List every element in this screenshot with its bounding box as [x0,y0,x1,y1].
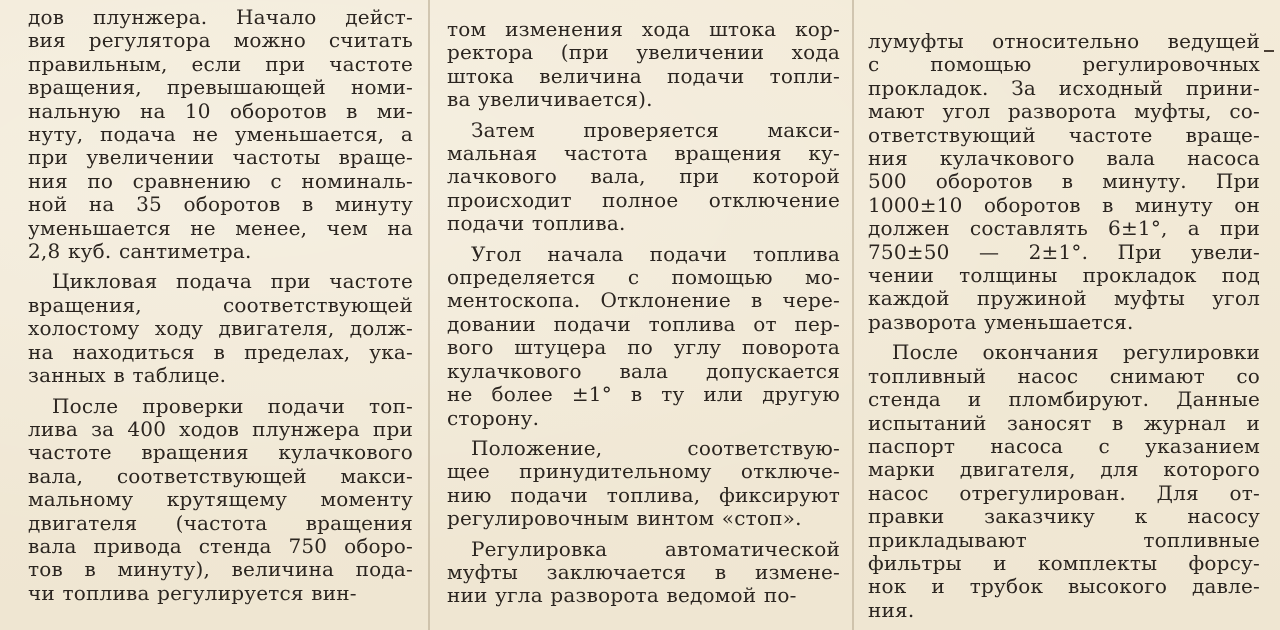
text-line: каждой пружиной муфты угол [868,286,1260,311]
text-line: мальная частота вращения ку- [447,141,840,166]
text-column-1 [28,6,413,612]
text-line: стенда и пломбируют. Данные [868,387,1260,412]
text-line: том изменения хода штока кор- [447,17,840,41]
paragraph [447,243,840,430]
text-line: 1000±10 оборотов в минуту он [868,192,1260,217]
text-line: должен составлять 6±1°, а при [868,216,1260,241]
text-line: испытаний заносят в журнал и [868,410,1260,435]
text-line: нальную на 10 оборотов в ми- [28,98,413,123]
paragraph [28,6,413,263]
text-line: мают угол разворота муфты, со- [868,99,1260,124]
text-line: лумуфты относительно ведущей [868,29,1260,53]
text-line: занных в таблице. [28,363,227,388]
text-line: прикладывают топливные [868,527,1260,552]
text-line: происходит полное отключение [447,187,840,212]
text-line: чи топлива регулируется вин- [28,580,357,605]
text-line: 750±50 — 2±1°. При увели- [868,239,1260,264]
text-line: паспорт насоса с указанием [868,433,1260,458]
page-edge-mark [1264,50,1274,52]
text-line: Регулировка автоматической [471,536,840,561]
text-line: 500 оборотов в минуту. При [868,169,1260,194]
text-line: насос отрегулирован. Для от- [868,480,1260,505]
text-line: лива за 400 ходов плунжера при [28,416,413,441]
text-line: ния по сравнению с номиналь- [28,168,413,193]
text-line: правки заказчику к насосу [868,504,1260,529]
text-line: с помощью регулировочных [868,52,1260,77]
paragraph [868,30,1260,334]
text-line: вращения, соответствующей [28,292,413,317]
text-line: сторону. [447,405,540,430]
text-line: чении толщины прокладок под [868,263,1260,288]
text-line: не более ±1° в ту или другую [447,382,840,407]
text-line: 2,8 куб. сантиметра. [28,239,252,264]
text-line: регулировочным винтом «стоп». [447,506,802,531]
text-line: довании подачи топлива от пер- [447,311,840,336]
text-line: ментоскопа. Отклонение в чере- [447,288,840,313]
text-line: щее принудительному отключе- [447,459,840,484]
text-column-3 [868,30,1260,629]
text-line: кулачкового вала допускается [447,358,840,383]
column-divider [428,0,430,630]
text-line: Положение, соответствую- [471,435,840,460]
text-line: марки двигателя, для которого [868,457,1260,482]
paragraph [447,119,840,236]
paragraph [447,437,840,531]
text-line: нуту, подача не уменьшается, а [28,122,413,147]
text-line: холостому ходу двигателя, долж- [28,316,413,341]
text-line: дов плунжера. Начало дейст- [28,5,413,29]
text-column-2 [447,18,840,615]
text-line: ния кулачкового вала насоса [868,146,1260,171]
paragraph [868,341,1260,622]
text-line: вала привода стенда 750 оборо- [28,533,413,558]
text-line: ной на 35 оборотов в минуту [28,192,413,217]
column-divider [852,0,854,630]
text-line: нок и трубок высокого давле- [868,574,1260,599]
text-line: при увеличении частоты враще- [28,145,413,170]
paragraph [28,395,413,606]
paragraph [447,18,840,112]
text-line: нии угла разворота ведомой по- [447,583,797,608]
text-line: Угол начала подачи топлива [471,241,840,266]
text-line: вия регулятора можно считать [28,28,413,53]
text-line: тов в минуту), величина пода- [28,557,413,582]
text-line: частоте вращения кулачкового [28,440,413,465]
text-line: вращения, превышающей номи- [28,75,413,100]
text-line: двигателя (частота вращения [28,510,413,535]
text-line: муфты заключается в измене- [447,559,840,584]
text-line: нию подачи топлива, фиксируют [447,482,840,507]
paragraph [28,270,413,387]
text-line: ответствующий частоте враще- [868,122,1260,147]
text-line: ва увеличивается). [447,87,653,112]
text-line: Цикловая подача при частоте [52,269,413,294]
text-line: прокладок. За исходный прини- [868,75,1260,100]
text-line: ния. [868,597,915,622]
text-line: Затем проверяется макси- [471,117,840,142]
text-line: правильным, если при частоте [28,51,413,76]
text-line: разворота уменьшается. [868,309,1134,334]
text-line: лачкового вала, при которой [447,164,840,189]
text-line: подачи топлива. [447,211,626,236]
text-line: мальному крутящему моменту [28,487,413,512]
text-line: уменьшается не менее, чем на [28,215,413,240]
text-line: После проверки подачи топ- [52,393,413,418]
text-line: После окончания регулировки [892,340,1260,365]
text-line: вала, соответствующей макси- [28,463,413,488]
text-line: топливный насос снимают со [868,363,1260,388]
paragraph [447,538,840,608]
text-line: вого штуцера по углу поворота [447,335,840,360]
text-line: штока величина подачи топли- [447,63,840,88]
text-line: фильтры и комплекты форсу- [868,550,1260,575]
text-line: определяется с помощью мо- [447,265,840,290]
text-line: ректора (при увеличении хода [447,40,840,65]
text-line: на находиться в пределах, ука- [28,339,413,364]
